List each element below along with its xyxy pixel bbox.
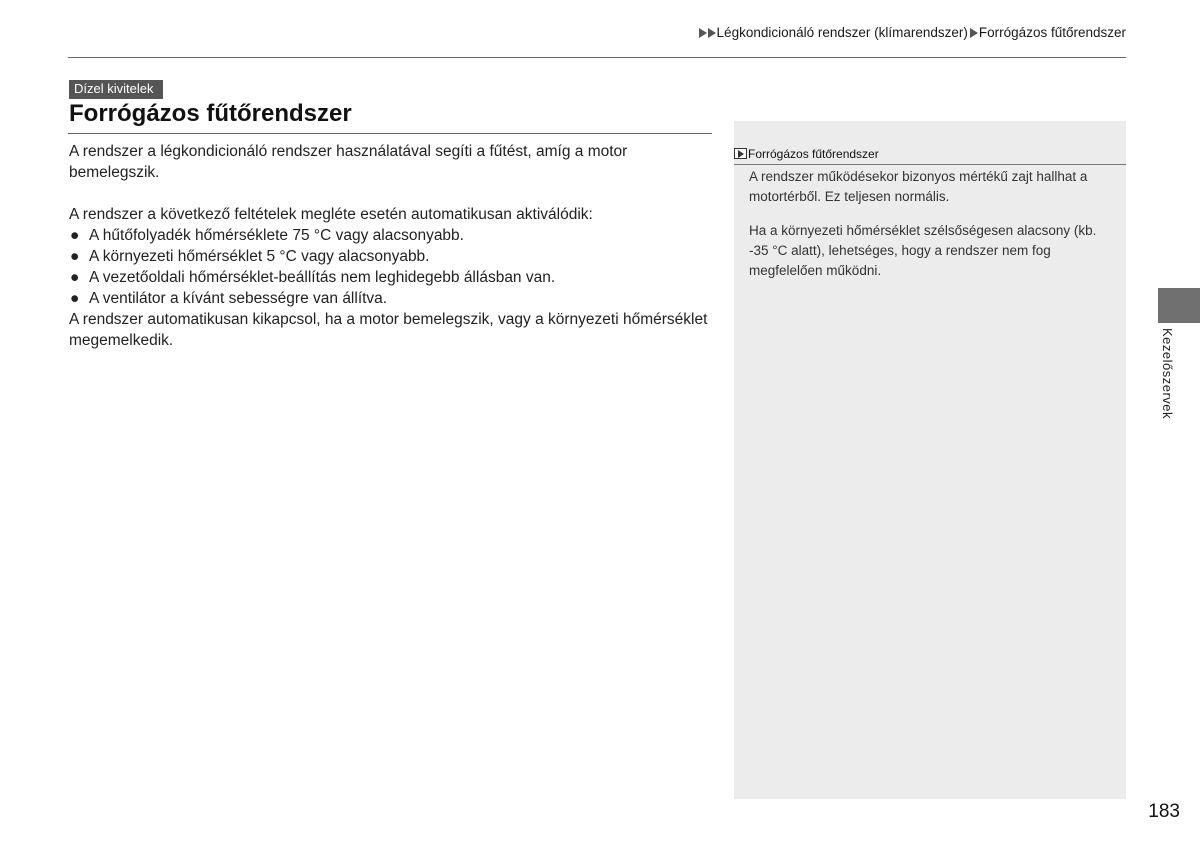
model-variant-badge: Dízel kivitelek <box>69 80 163 99</box>
breadcrumb <box>699 25 1126 40</box>
title-divider <box>68 133 712 134</box>
arrow-icon <box>970 28 978 38</box>
side-note-paragraph: Ha a környezeti hőmérséklet szélsőségesen alacsony (kb. -35 °C alatt), lehetséges, hogy a rendszer nem fog megfelelően működni. <box>749 223 1097 278</box>
side-note-paragraph: A rendszer működésekor bizonyos mértékű zajt hallhat a motortérből. Ez teljesen normális. <box>749 169 1088 204</box>
bullet-icon: ● <box>70 227 80 244</box>
bullet-icon: ● <box>70 290 80 307</box>
page-number: 183 <box>1148 801 1180 822</box>
breadcrumb-section[interactable]: Légkondicionáló rendszer (klímarendszer) <box>716 25 968 40</box>
bullet-icon: ● <box>70 248 80 265</box>
main-content <box>69 141 709 351</box>
side-note-panel <box>734 121 1126 799</box>
closing-paragraph: A rendszer automatikusan kikapcsol, ha a motor bemelegszik, vagy a környezeti hőmérséklet megemelkedik. <box>69 311 708 349</box>
chapter-tab-label: Kezelőszervek <box>1160 328 1175 420</box>
side-note-body <box>749 167 1119 295</box>
list-item: ● A vezetőoldali hőmérséklet-beállítás nem leghidegebb állásban van. <box>70 269 556 286</box>
conditions-list <box>69 225 709 309</box>
side-note-divider <box>734 164 1126 165</box>
side-note-heading: Forrógázos fűtőrendszer <box>734 145 1126 162</box>
list-item: ● A ventilátor a kívánt sebességre van állítva. <box>70 290 388 307</box>
reference-arrow-icon <box>734 148 747 159</box>
breadcrumb-topic[interactable]: Forrógázos fűtőrendszer <box>978 25 1126 40</box>
list-item: ● A hűtőfolyadék hőmérséklete 75 °C vagy alacsonyabb. <box>70 227 464 244</box>
arrow-icon <box>708 28 716 38</box>
chapter-tab[interactable] <box>1158 288 1200 323</box>
list-item: ● A környezeti hőmérséklet 5 °C vagy alacsonyabb. <box>70 248 430 265</box>
bullet-icon: ● <box>70 269 80 286</box>
arrow-icon <box>699 28 707 38</box>
page-title: Forrógázos fűtőrendszer <box>69 100 352 127</box>
header-divider <box>68 57 1126 58</box>
conditions-lead: A rendszer a következő feltételek megléte esetén automatikusan aktiválódik: <box>69 206 593 223</box>
intro-paragraph: A rendszer a légkondicionáló rendszer használatával segíti a fűtést, amíg a motor bemelegszik. <box>69 143 628 181</box>
